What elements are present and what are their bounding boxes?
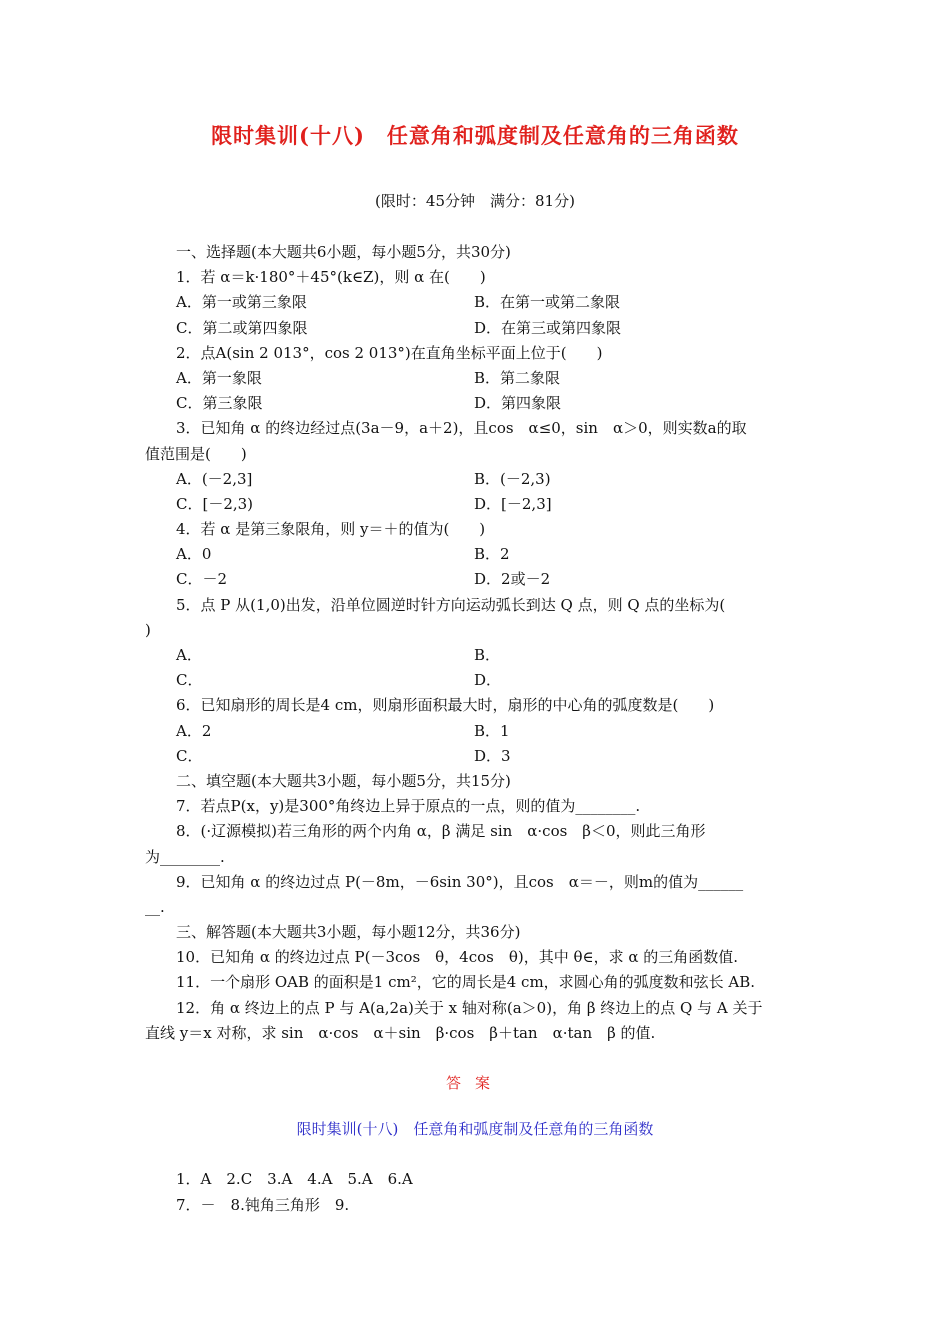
option-b: B．2 xyxy=(474,545,510,564)
page-title: 限时集训(十八) 任意角和弧度制及任意角的三角函数 xyxy=(211,123,739,148)
question-5-options-row-2 xyxy=(145,668,815,693)
option-b: B．第二象限 xyxy=(474,368,561,387)
option-b: B． xyxy=(474,646,501,664)
question-10: 10．已知角 α 的终边过点 P(－3cos θ，4cos θ)，其中 θ∈，求 α 的三角函数值. xyxy=(176,948,739,967)
option-c: C． xyxy=(176,746,203,765)
time-limit-subtitle: (限时：45分钟 满分：81分) xyxy=(375,192,575,210)
question-3-options-row-2 xyxy=(145,492,815,517)
option-a: A．2 xyxy=(176,721,212,740)
question-6-options-row-2 xyxy=(145,744,815,769)
question-11: 11．一个扇形 OAB 的面积是1 cm²，它的周长是4 cm，求圆心角的弧度数和弦长 AB. xyxy=(176,973,756,992)
question-4-stem: 4．若 α 是第三象限角，则 y＝＋的值为( ) xyxy=(176,520,486,539)
question-5-stem-continued: ) xyxy=(145,620,151,639)
option-c: C．第二或第四象限 xyxy=(176,318,308,337)
question-8-continued: 为________. xyxy=(145,847,225,866)
question-4-options-row-1 xyxy=(145,542,815,567)
option-c: C．－2 xyxy=(176,570,228,589)
question-8: 8．(·辽源模拟)若三角形的两个内角 α，β 满足 sin α·cos β＜0，则此三角形 xyxy=(176,822,706,841)
question-2-stem: 2．点A(sin 2 013°，cos 2 013°)在直角坐标平面上位于( ) xyxy=(176,343,603,362)
question-3-options-row-1 xyxy=(145,467,815,492)
question-1-options-row-2 xyxy=(145,316,815,341)
question-body xyxy=(145,240,815,1046)
option-a: A． xyxy=(176,646,202,664)
option-a: A．(－2,3] xyxy=(176,469,253,488)
option-b: B．(－2,3) xyxy=(474,469,551,488)
question-1-stem: 1．若 α＝k·180°＋45°(k∈Z)，则 α 在( ) xyxy=(176,268,486,287)
option-c: C． xyxy=(176,671,203,690)
option-d: D．3 xyxy=(474,746,511,765)
option-d: D．2或－2 xyxy=(474,570,551,589)
question-2-options-row-1 xyxy=(145,366,815,391)
question-12: 12．角 α 终边上的点 P 与 A(a,2a)关于 x 轴对称(a＞0)，角 β 终边上的点 Q 与 A 关于 xyxy=(176,998,763,1017)
option-c: C．第三象限 xyxy=(176,394,263,413)
answer-heading: 答案 xyxy=(445,1074,504,1092)
question-9: 9．已知角 α 的终边过点 P(－8m，－6sin 30°)，且cos α＝－，则m的值为______ xyxy=(176,872,744,891)
question-7: 7．若点P(x，y)是300°角终边上异于原点的一点，则的值为________. xyxy=(176,797,641,816)
option-b: B．1 xyxy=(474,721,510,740)
section-solution-heading: 三、解答题(本大题共3小题，每小题12分，共36分) xyxy=(176,923,521,942)
option-c: C．[－2,3) xyxy=(176,494,254,513)
question-9-continued: __. xyxy=(145,897,165,916)
question-4-options-row-2 xyxy=(145,567,815,592)
question-5-stem: 5．点 P 从(1,0)出发，沿单位圆逆时针方向运动弧长到达 Q 点，则 Q 点的坐标为( xyxy=(176,595,726,614)
question-3-stem-continued: 值范围是( ) xyxy=(145,444,247,463)
option-d: D．第四象限 xyxy=(474,394,562,413)
option-d: D． xyxy=(474,671,502,690)
option-a: A．0 xyxy=(176,545,212,564)
answer-line-2: 7．－ 8.钝角三角形 9. xyxy=(176,1196,350,1214)
option-a: A．第一或第三象限 xyxy=(176,293,307,312)
question-3-stem: 3．已知角 α 的终边经过点(3a－9，a＋2)，且cos α≤0，sin α＞0，则实数a的取 xyxy=(176,419,747,438)
question-1-options-row-1 xyxy=(145,290,815,315)
question-6-stem: 6．已知扇形的周长是4 cm，则扇形面积最大时，扇形的中心角的弧度数是( ) xyxy=(176,696,715,715)
answer-line-1: 1．A 2.C 3.A 4.A 5.A 6.A xyxy=(176,1170,413,1188)
question-2-options-row-2 xyxy=(145,391,815,416)
question-12-continued: 直线 y＝x 对称，求 sin α·cos α＋sin β·cos β＋tan α·tan β 的值. xyxy=(145,1023,656,1042)
answer-list xyxy=(176,1166,413,1218)
option-d: D．[－2,3] xyxy=(474,494,552,513)
option-a: A．第一象限 xyxy=(176,368,262,387)
question-6-options-row-1 xyxy=(145,719,815,744)
answer-title: 限时集训(十八) 任意角和弧度制及任意角的三角函数 xyxy=(296,1120,654,1138)
section-choice-heading: 一、选择题(本大题共6小题，每小题5分，共30分) xyxy=(176,243,511,261)
option-b: B．在第一或第二象限 xyxy=(474,293,621,312)
question-5-options-row-1 xyxy=(145,643,815,668)
section-fill-heading: 二、填空题(本大题共3小题，每小题5分，共15分) xyxy=(176,771,511,790)
option-d: D．在第三或第四象限 xyxy=(474,318,622,337)
